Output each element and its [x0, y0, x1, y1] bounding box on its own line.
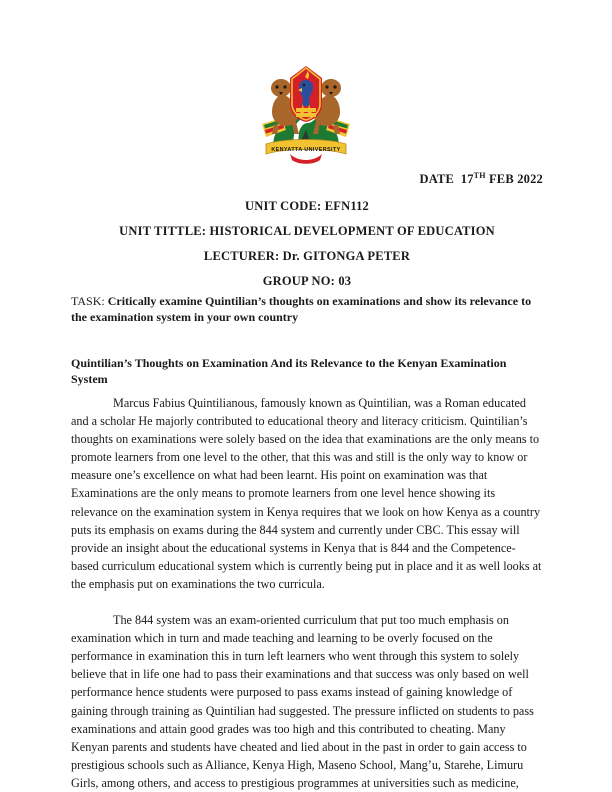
task-text: Critically examine Quintilian’s thoughts on examinations and show its relevance to the examination system in your own country [71, 294, 532, 324]
date-ordinal-suffix: TH [473, 170, 486, 180]
kenyatta-university-coat-of-arms-icon [252, 58, 360, 166]
task-label: TASK: [71, 294, 108, 308]
date-line [71, 172, 543, 187]
task-statement [71, 293, 543, 325]
date-day: 17 [460, 172, 474, 186]
unit-code-line: UNIT CODE: EFN112 [244, 199, 370, 213]
section-heading: Quintilian’s Thoughts on Examination And its Relevance to the Kenyan Examination System [71, 356, 507, 386]
unit-title-line: UNIT TITTLE: HISTORICAL DEVELOPMENT OF EDUCATION [119, 224, 495, 238]
date-month-year: FEB 2022 [488, 172, 543, 186]
paragraph: The 844 system was an exam-oriented curriculum that put too much emphasis on examination which in turn and made teaching and learning to be overly focused on the performance in examination this in turn left learners who went through this system to solely believe that in life one had to pass their examinations and that success was only based on well performance hence students were purposed to pass exams instead of gaining knowledge of gaining through training as Quintilian had suggested. The pressure inflicted on students to pass examinations and attain good grades was too high and this contributed to cheating. Many Kenyan parents and students have cheated and lied about in the past in order to gain access to prestigious schools such as Alliance, Kenya High, Maseno School, Mang’u, Starehe, Limuru Girls, among others, and access to prestigious programmes at universities such as medicine, [71, 613, 534, 790]
date-label: DATE [419, 172, 455, 186]
svg-text:KENYATTA UNIVERSITY: KENYATTA UNIVERSITY [271, 147, 341, 154]
group-number-line: GROUP NO: 03 [262, 274, 352, 288]
university-logo-container [0, 58, 612, 171]
body-text [71, 394, 543, 792]
paragraph: Marcus Fabius Quintilianous, famously known as Quintilian, was a Roman educated and a scholar He majorly contributed to educational theory and literacy criticism. Quintilian’s thoughts on examinations were solely based on the idea that examinations are the only means to promote learners from one level to the other, that this was and still is the only way to know or measure one’s excellence on what had been learnt. His point on examination was that Examinations are the only means to promote learners from one level hence showing its relevance on the examination system in Kenya requires that we look on how Kenya as a country puts its emphasis on exams during the 844 system and currently under CBC. This essay will provide an insight about the educational systems in Kenya that is 844 and the Competence-based curriculum educational system which is currently being put in place and it as well looks at the emphasis put on examinations the two curricula. [71, 396, 542, 591]
lecturer-line: LECTURER: Dr. GITONGA PETER [203, 249, 411, 263]
